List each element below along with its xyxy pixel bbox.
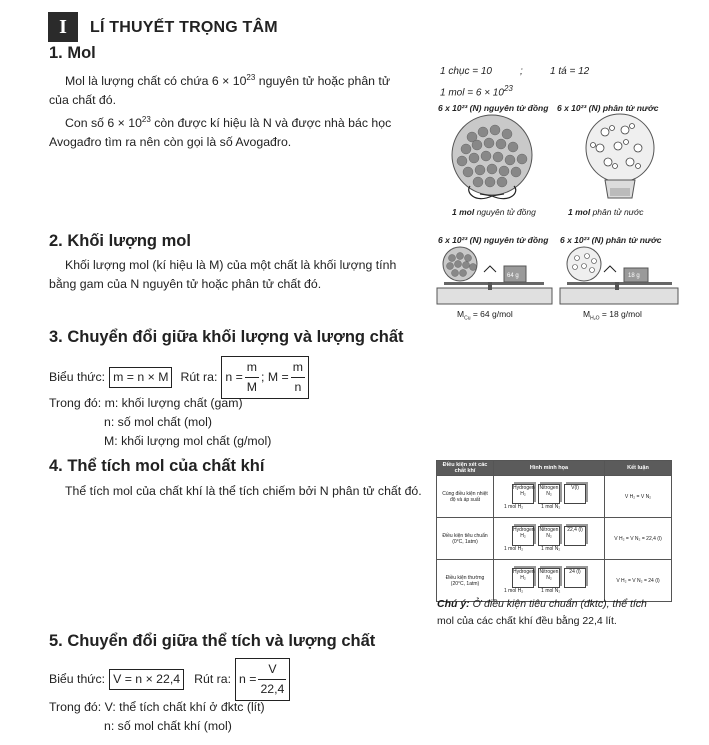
gas-volume-note: Chú ý: Ở điều kiện tiêu chuẩn (đktc), thể tích mol của các chất khí đều bằng 22,4 lít.	[437, 598, 647, 627]
mass-where: Trong đó: m: khối lượng chất (gam) n: số mol chất (mol) M: khối lượng mol chất (g/mol)	[49, 396, 272, 448]
mol-illustration	[440, 112, 680, 207]
gas-volume-table-wrap	[436, 460, 672, 602]
molar-mass-cu: $M_{Cu} = 64$ g/mol	[457, 309, 513, 322]
separator: ;	[520, 66, 523, 77]
section-number-badge: I	[48, 12, 78, 42]
heading-molar-mass: 2. Khối lượng mol	[49, 232, 191, 250]
heading-volume-conversion: 5. Chuyển đổi giữa thể tích và lượng chất	[49, 632, 376, 650]
table-row: Điều kiện tiêu chuẩn (0°C, 1atm) Hydrogen H₂ Nitrogen N₂ 22,4 (l) 1 mol H₂ 1 mol N₂ V H₂ = V N₂ = 22,4 (l)	[437, 518, 672, 560]
fig1-left-caption: 6 x 10²³ (N) nguyên tử đồng	[438, 103, 549, 113]
mol-paragraph: Mol là lượng chất có chứa $6 \times 10^{23}$ nguyên tử hoặc phân tử của chất đó. Con số $6 \times 10^{23}$ còn được kí hiệu là N và được nhà bác học Avogađro tìm ra nên còn gọi là số Avogađro.	[49, 73, 392, 150]
fig1-right-bottom: 1 mol phân tử nước	[568, 207, 644, 217]
mass-formula-row: Biểu thức: m = n × M Rút ra: n = $\frac{m}{M}$ ; M = $\frac{m}{n}$	[49, 356, 309, 399]
mass-derived-box: n = $\frac{m}{M}$ ; M = $\frac{m}{n}$	[221, 356, 309, 399]
left-scale-base	[437, 288, 552, 304]
molar-mass-h2o: $M_{H_2O} = 18$ g/mol	[583, 309, 642, 322]
svg-text:64 g: 64 g	[507, 273, 519, 279]
table-header-row: Điều kiện xét các chất khí Hình minh họa Kết luận	[437, 461, 672, 476]
volume-where: Trong đó: V: thể tích chất khí ở đktc (lít) n: số mol chất khí (mol)	[49, 700, 265, 733]
heading-mol: 1. Mol	[49, 44, 96, 62]
mol-definition: 1 mol = $6 \times 10^{23}$	[440, 84, 513, 99]
heading-mass-conversion: 3. Chuyển đổi giữa khối lượng và lượng chất	[49, 328, 404, 346]
table-row: Cùng điều kiện nhiệt độ và áp suất Hydrogen H₂ Nitrogen N₂ V(l) 1 mol H₂ 1 mol N₂ V H₂ = V N₂	[437, 476, 672, 518]
section-title: LÍ THUYẾT TRỌNG TÂM	[90, 19, 278, 36]
gas-volume-paragraph: Thể tích mol của chất khí là thể tích chiếm bởi N phân tử chất đó.	[65, 484, 422, 498]
volume-derived-box: n = $\frac{V}{22,4}$	[235, 658, 290, 701]
right-scale-base	[560, 288, 678, 304]
gas-volume-table	[436, 460, 672, 602]
fig2-right-caption: 6 x 10²³ (N) phân tử nước	[560, 235, 662, 245]
fig1-right-caption: 6 x 10²³ (N) phân tử nước	[557, 103, 659, 113]
svg-text:18 g: 18 g	[628, 273, 640, 279]
mass-formula-box: m = n × M	[109, 367, 172, 388]
volume-formula-row: Biểu thức: V = n × 22,4 Rút ra: n = $\frac{V}{22,4}$	[49, 658, 290, 701]
chuc-label: 1 chục = 10	[440, 66, 492, 77]
ta-label: 1 tá = 12	[550, 66, 590, 77]
table-row: Điều kiện thường (20°C, 1atm) Hydrogen H₂ Nitrogen N₂ 24 (l) 1 mol H₂ 1 mol N₂ V H₂ = V N₂ = 24 (l)	[437, 560, 672, 602]
heading-gas-volume: 4. Thể tích mol của chất khí	[49, 457, 265, 475]
fig2-left-caption: 6 x 10²³ (N) nguyên tử đồng	[438, 235, 549, 245]
fig1-left-bottom: 1 mol nguyên tử đồng	[452, 207, 536, 217]
volume-formula-box: V = n × 22,4	[109, 669, 184, 690]
scales-illustration	[432, 244, 682, 314]
molar-mass-paragraph: Khối lượng mol (kí hiệu là M) của một chất là khối lượng tính bằng gam của N nguyên tử hoặc phân tử chất đó.	[49, 258, 397, 291]
